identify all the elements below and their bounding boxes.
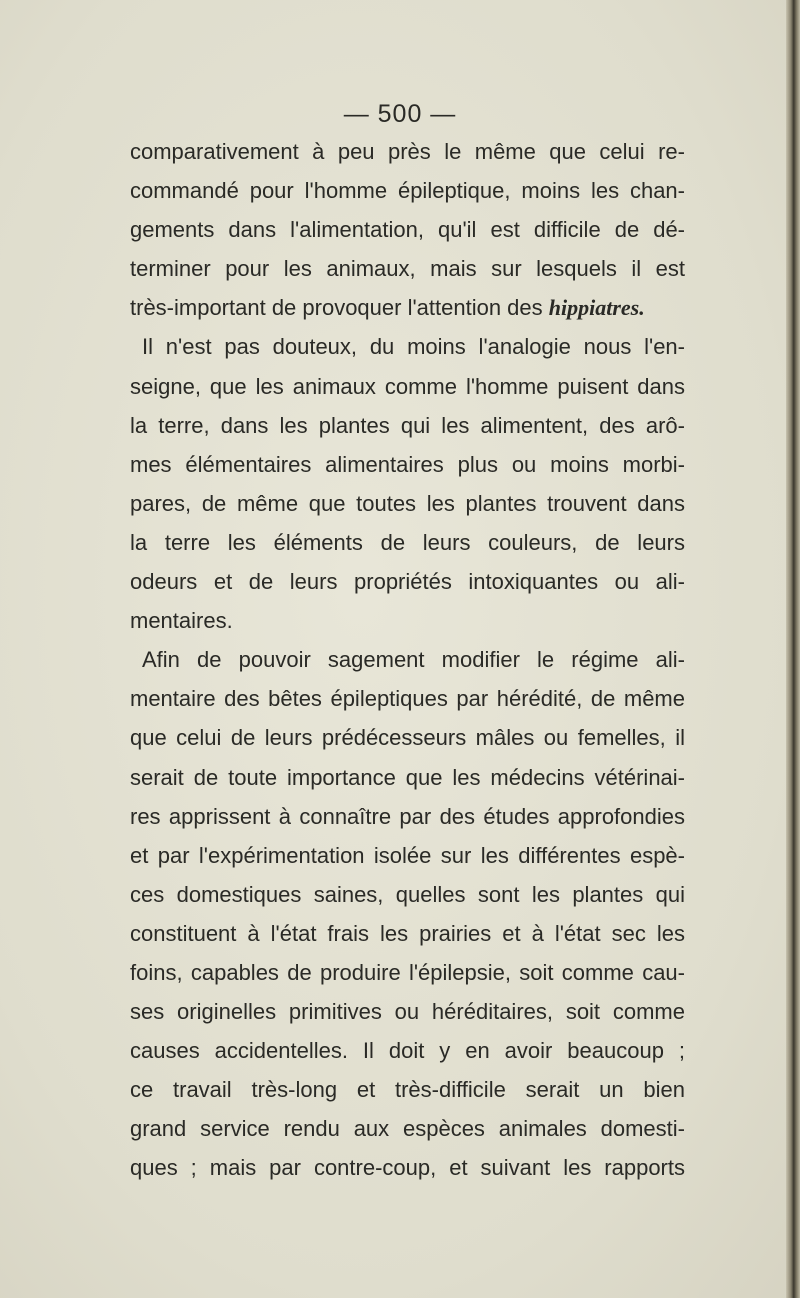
text-line: terminer pour les animaux, mais sur lesquels il est [130, 256, 685, 282]
text-line: mes élémentaires alimentaires plus ou moins morbi- [130, 451, 685, 477]
page-number: — 500 — [343, 100, 457, 128]
text-line: commandé pour l'homme épileptique, moins les chan- [130, 178, 685, 204]
text-line: res apprissent à connaître par des études approfondies [130, 803, 685, 829]
text-line: foins, capables de produire l'épilepsie, soit comme cau- [130, 959, 685, 985]
text-line: gements dans l'alimentation, qu'il est difficile de dé- [130, 217, 685, 243]
text-line: serait de toute importance que les médecins vétérinai- [130, 764, 685, 790]
text-line: ce travail très-long et très-difficile serait un bien [130, 1077, 685, 1103]
text-line: causes accidentelles. Il doit y en avoir beaucoup ; [130, 1038, 685, 1064]
text-line-roman: très-important de provoquer l'attention des [130, 295, 549, 321]
text-line: pares, de même que toutes les plantes trouvent dans [130, 490, 685, 516]
text-line: la terre, dans les plantes qui les alimentent, des arô- [130, 412, 685, 438]
text-line: la terre les éléments de leurs couleurs, de leurs [130, 529, 685, 555]
text-line: ses originelles primitives ou héréditaires, soit comme [130, 999, 685, 1025]
body-text [130, 132, 685, 1188]
text-line: mentaires. [130, 608, 233, 634]
italic-word: hippiatres. [548, 295, 645, 321]
text-line: odeurs et de leurs propriétés intoxiquantes ou ali- [130, 569, 685, 595]
text-line: grand service rendu aux espèces animales domesti- [130, 1116, 685, 1142]
text-line: ces domestiques saines, quelles sont les plantes qui [130, 881, 685, 907]
text-line: et par l'expérimentation isolée sur les différentes espè- [130, 842, 685, 868]
text-line: constituent à l'état frais les prairies et à l'état sec les [130, 920, 685, 946]
page-binding-edge [786, 0, 800, 1298]
text-line: Afin de pouvoir sagement modifier le régime ali- [142, 647, 685, 673]
text-line: Il n'est pas douteux, du moins l'analogie nous l'en- [142, 334, 685, 360]
text-line: seigne, que les animaux comme l'homme puisent dans [130, 373, 685, 399]
text-line [130, 288, 685, 327]
text-line: ques ; mais par contre-coup, et suivant les rapports [130, 1155, 685, 1181]
text-line: comparativement à peu près le même que celui re- [130, 139, 685, 164]
text-line: mentaire des bêtes épileptiques par hérédité, de même [130, 686, 685, 712]
text-line: que celui de leurs prédécesseurs mâles ou femelles, il [130, 725, 685, 751]
